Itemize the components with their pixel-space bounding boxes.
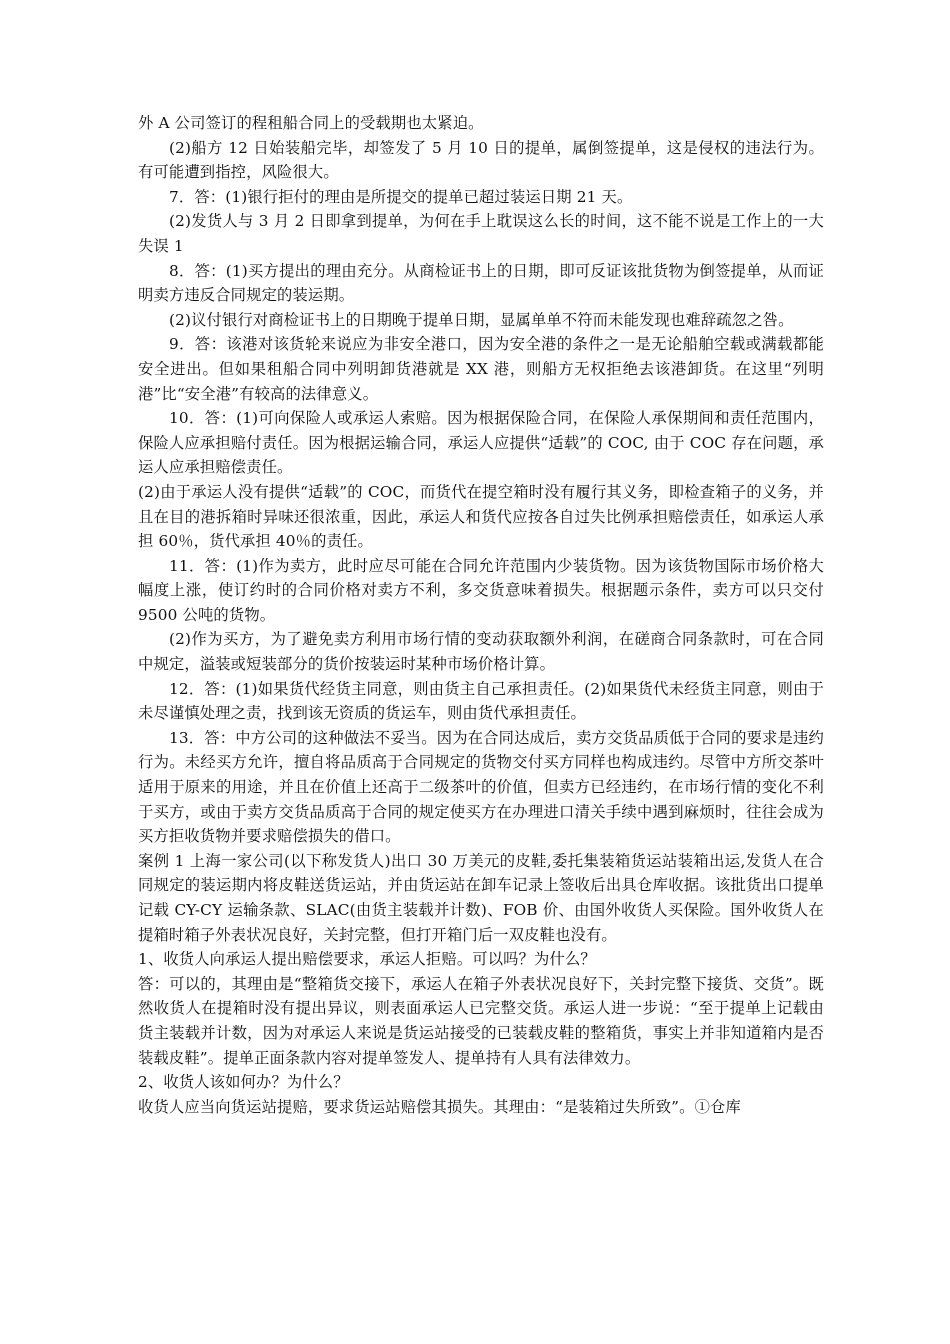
paragraph: (2)船方 12 日始装船完毕，却签发了 5 月 10 日的提单，属倒签提单，这是侵权的违法行为。有可能遭到指控，风险很大。 xyxy=(138,138,824,182)
paragraph: (2)发货人与 3 月 2 日即拿到提单，为何在手上耽误这么长的时间，这不能不说是工作上的一大失误 1 xyxy=(138,212,824,255)
document-body xyxy=(138,111,824,1119)
paragraph: 8．答：(1)买方提出的理由充分。从商检证书上的日期，即可反证该批货物为倒签提单，从而证明卖方违反合同规定的装运期。 xyxy=(138,261,824,305)
case-paragraph: 案例 1 上海一家公司(以下称发货人)出口 30 万美元的皮鞋,委托集装箱货运站装箱出运,发货人在合同规定的装运期内将皮鞋送货运站，并由货运站在卸车记录上签收后出具仓库收据。该批货出口提单记载 CY-CY 运输条款、SLAC(由货主装载并计数)、FOB 价、由国外收货人买保险。国外收货人在提箱时箱子外表状况良好，关封完整，但打开箱门后一双皮鞋也没有。 xyxy=(138,851,824,944)
paragraph: 11．答：(1)作为卖方，此时应尽可能在合同允许范围内少装货物。因为该货物国际市场价格大幅度上涨，使订约时的合同价格对卖方不利，多交货意味着损失。根据题示条件，卖方可以只交付 9500 公吨的货物。 xyxy=(138,556,824,624)
paragraph: (2)作为买方，为了避免卖方利用市场行情的变动获取额外利润，在磋商合同条款时，可在合同中规定，溢装或短装部分的货价按装运时某种市场价格计算。 xyxy=(138,630,824,674)
paragraph: 7．答：(1)银行拒付的理由是所提交的提单已超过装运日期 21 天。 xyxy=(169,187,633,206)
paragraph: 9．答：该港对该货轮来说应为非安全港口，因为安全港的条件之一是无论船舶空载或满载都能安全进出。但如果租船合同中列明卸货港就是 XX 港，则船方无权拒绝去该港卸货。在这里“列明港”比“安全港”有较高的法律意义。 xyxy=(138,335,824,403)
answer-paragraph: 答：可以的，其理由是“整箱货交接下，承运人在箱子外表状况良好下，关封完整下接货、交货”。既然收货人在提箱时没有提出异议，则表面承运人已完整交货。承运人进一步说：“至于提单上记载由货主装载并计数，因为对承运人来说是货运站接受的已装载皮鞋的整箱货，事实上并非知道箱内是否装载皮鞋”。提单正面条款内容对提单签发人、提单持有人具有法律效力。 xyxy=(138,974,824,1067)
paragraph: 13．答：中方公司的这种做法不妥当。因为在合同达成后，卖方交货品质低于合同的要求是违约行为。未经买方允许，擅自将品质高于合同规定的货物交付买方同样也构成违约。尽管中方所交茶叶适用于原来的用途，并且在价值上还高于二级茶叶的价值，但卖方已经违约，在市场行情的变化不利于买方，或由于卖方交货品质高于合同的规定使买方在办理进口清关手续中遇到麻烦时，往往会成为买方拒收货物并要求赔偿损失的借口。 xyxy=(138,728,824,846)
question-paragraph: 2、收货人该如何办？为什么？ xyxy=(138,1073,349,1092)
paragraph: (2)由于承运人没有提供“适载”的 COC，而货代在提空箱时没有履行其义务，即检查箱子的义务，并且在目的港拆箱时异味还很浓重，因此，承运人和货代应按各自过失比例承担赔偿责任，如承运人承担 60％，货代承担 40％的责任。 xyxy=(138,482,824,551)
paragraph: 外 A 公司签订的程租船合同上的受载期也太紧迫。 xyxy=(138,114,484,132)
paragraph: (2)议付银行对商检证书上的日期晚于提单日期，显属单单不符而未能发现也难辞疏忽之咎。 xyxy=(169,310,794,329)
question-paragraph: 1、收货人向承运人提出赔偿要求，承运人拒赔。可以吗？为什么？ xyxy=(138,950,596,969)
answer-paragraph: 收货人应当向货运站提赔，要求货运站赔偿其损失。其理由：“是装箱过失所致”。①仓库 xyxy=(138,1097,741,1116)
paragraph: 12．答：(1)如果货代经货主同意，则由货主自己承担责任。(2)如果货代未经货主同意，则由于未尽谨慎处理之责，找到该无资质的货运车，则由货代承担责任。 xyxy=(138,679,824,723)
paragraph: 10．答：(1)可向保险人或承运人索赔。因为根据保险合同，在保险人承保期间和责任范围内，保险人应承担赔付责任。因为根据运输合同，承运人应提供“适载”的 COC, 由于 COC 存在问题，承运人应承担赔偿责任。 xyxy=(138,409,824,477)
